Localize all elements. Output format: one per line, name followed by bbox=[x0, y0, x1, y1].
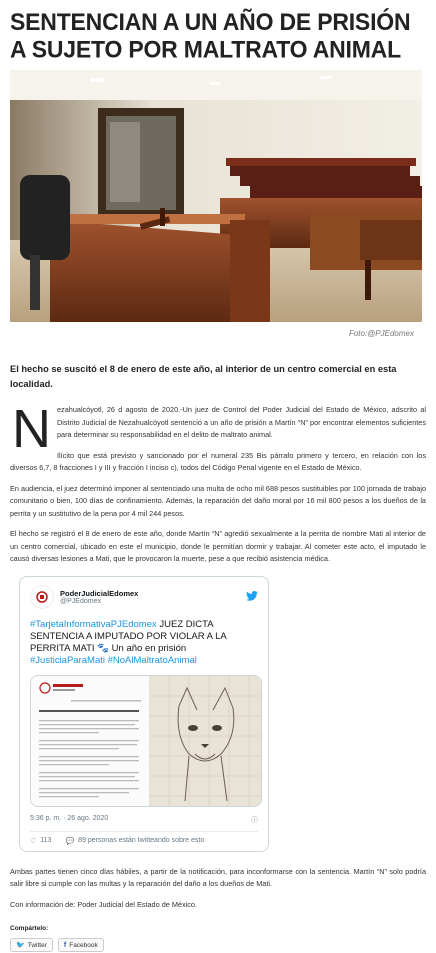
facebook-icon: f bbox=[63, 941, 67, 949]
dog-sketch-image bbox=[149, 676, 261, 806]
heart-icon[interactable]: ♡ bbox=[30, 837, 37, 845]
share-facebook-button[interactable] bbox=[58, 938, 104, 952]
press-release-image bbox=[31, 676, 149, 806]
tweet-author-handle[interactable]: @PJEdomex bbox=[60, 597, 101, 605]
article bbox=[0, 8, 436, 952]
share-facebook-label: Facebook bbox=[69, 941, 98, 949]
paragraph-3: En audiencia, el juez determinó imponer al sentenciado una multa de ocho mil 688 pesos sustituibles por 100 jornada de trabajo comunitario o bien, 100 días de confinamiento. Además, la reparación del daño moral por 16 mil 800 pesos a los dueños de la perrita y un sustitutivo de la pena por 4 mil 244 pesos. bbox=[10, 483, 426, 518]
paragraph-1: ezahualcóyotl, 26 d agosto de 2020.-Un juez de Control del Poder Judicial del Estado de México, adscrito al Distrito Judicial de Nezahualcóyotl sentenció a un año de prisión a Martín “N” por encontrar elementos suficientes para determinar su responsabilidad en el delito de maltrato animal. bbox=[57, 405, 426, 439]
twitter-icon: 🐦 bbox=[16, 942, 25, 949]
info-icon[interactable]: ⓘ bbox=[251, 816, 258, 824]
share-buttons bbox=[10, 938, 426, 952]
hashtag-justicia[interactable]: #JusticiaParaMati bbox=[30, 654, 105, 666]
hashtag-nomaltrato[interactable]: #NoAlMaltratoAnimal bbox=[107, 654, 197, 666]
share-twitter-button[interactable] bbox=[10, 938, 53, 952]
photo-caption: Foto:@PJEdomex bbox=[348, 329, 414, 338]
like-count[interactable]: 113 bbox=[40, 837, 52, 844]
courtroom-photo bbox=[10, 70, 422, 322]
hashtag-tarjeta[interactable]: #TarjetaInformativaPJEdomex bbox=[30, 618, 157, 630]
paragraph-4: El hecho se registró el 8 de enero de este año, donde Martín “N” agredió sexualmente a la perrita de nombre Mati al interior de un centro comercial, ubicado en este el municipio, donde le permitían dormir y trabajar. Al cometer este acto, el imputado le causó diversas lesiones a Mati, que le provocaron la muerte, pese a que recibió asistencia médica. bbox=[10, 529, 426, 563]
talking-about[interactable]: 89 personas están twitteando sobre esto bbox=[78, 837, 205, 844]
tweet-text bbox=[30, 619, 258, 667]
paragraph-2: Ilícito que está previsto y sancionado por el numeral 235 Bis párrafo primero y tercero, en relación con los diversos 6,7, 8 fracciones I y III y fracción I inciso c), todos del Código Penal vigente en el Estado de México. bbox=[10, 450, 426, 472]
tweet-divider bbox=[30, 831, 258, 832]
article-title: SENTENCIAN A UN AÑO DE PRISIÓN A SUJETO POR MALTRATO ANIMAL bbox=[10, 8, 411, 63]
comment-icon[interactable]: 💬 bbox=[65, 837, 75, 845]
twitter-bird-icon[interactable] bbox=[246, 591, 258, 603]
tweet-avatar[interactable] bbox=[30, 585, 54, 609]
first-paragraph bbox=[10, 399, 426, 475]
share-title: Compártelo: bbox=[10, 925, 49, 932]
share-twitter-label: Twitter bbox=[27, 941, 47, 949]
tweet-body: JUEZ DICTA SENTENCIA A IMPUTADO POR VIOLAR A LA PERRITA MATI 🐾 Un año en prisión bbox=[30, 618, 227, 654]
tweet-image[interactable] bbox=[30, 675, 262, 807]
tweet-timestamp[interactable]: 5:36 p. m. · 26 ago. 2020 bbox=[30, 814, 109, 822]
paragraph-5: Ambas partes tienen cinco días hábiles, a partir de la notificación, para inconformarse con la sentencia. Martín “N” solo podría salir libre si cumple con las multas y la reparación del daño a los dueños de Mati. bbox=[10, 866, 426, 888]
article-lead: El hecho se suscitó el 8 de enero de este año, al interior de un centro comercial en esta localidad. bbox=[10, 364, 397, 389]
dropcap-letter: N bbox=[12, 399, 51, 459]
embedded-tweet[interactable] bbox=[19, 576, 269, 852]
paragraph-6: Con información de: Poder Judicial del Estado de México. bbox=[10, 899, 197, 909]
tweet-author-name[interactable]: PoderJudicialEdomex bbox=[60, 588, 139, 598]
